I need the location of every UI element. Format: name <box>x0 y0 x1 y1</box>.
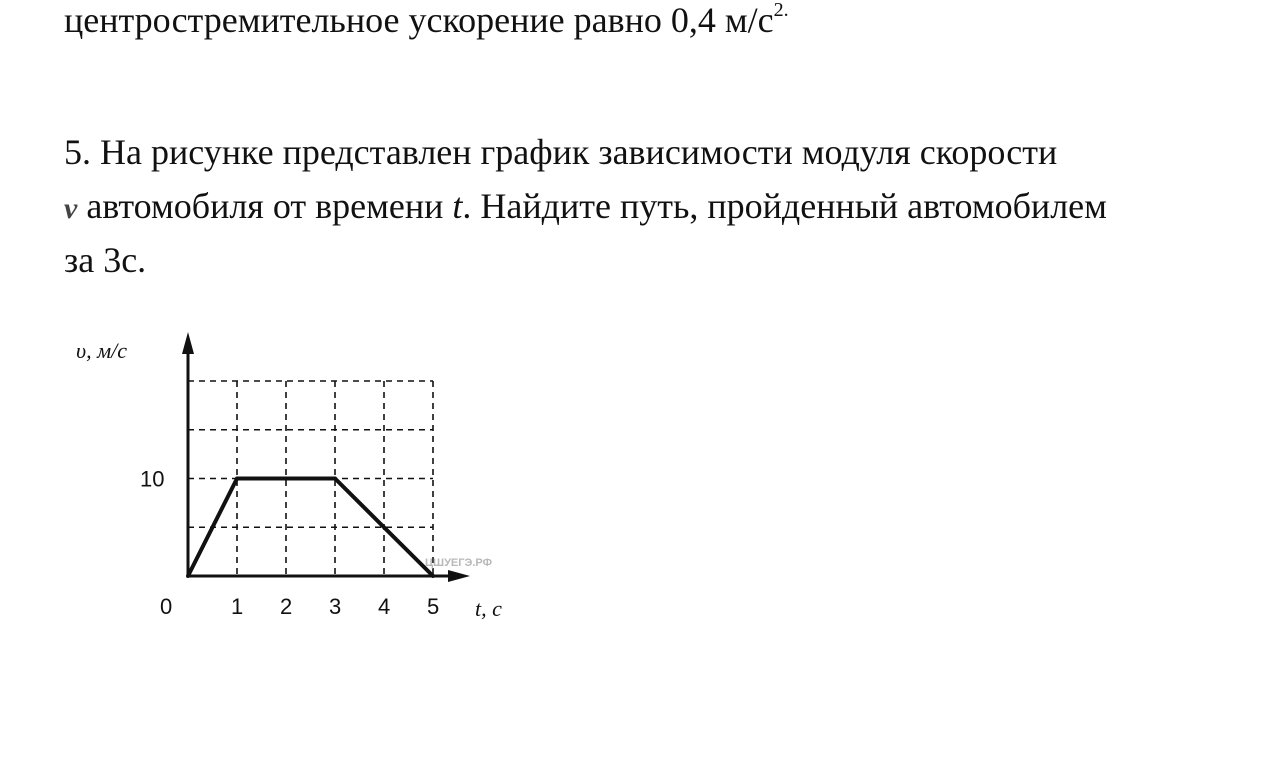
y-axis-label: υ, м/с <box>76 338 128 363</box>
velocity-time-graph <box>60 320 540 630</box>
problem-line-2 <box>64 188 1107 227</box>
y-axis-arrow <box>182 332 194 354</box>
x-axis-arrow <box>448 570 470 582</box>
data-point <box>235 477 239 481</box>
problem-line-2-part-b: . Найдите путь, пройденный автомобилем <box>462 186 1107 226</box>
previous-answer-text: центростремительное ускорение равно 0,4 м/с <box>64 0 774 40</box>
data-point <box>431 574 435 578</box>
time-symbol: t <box>452 186 463 226</box>
problem-line-1: 5. На рисунке представлен график зависимости модуля скорости <box>64 132 1058 172</box>
x-tick-labels <box>231 594 439 619</box>
x-tick-label: 4 <box>378 594 391 619</box>
velocity-symbol: v <box>64 192 78 225</box>
y-tick-label-10: 10 <box>140 466 165 492</box>
origin-label: 0 <box>160 594 173 619</box>
x-tick-label: 1 <box>231 594 244 619</box>
x-tick-label: 2 <box>280 594 293 619</box>
axes <box>182 332 470 582</box>
previous-answer-superscript: 2. <box>773 0 789 21</box>
previous-answer-line <box>64 2 789 38</box>
x-tick-label: 3 <box>329 594 342 619</box>
watermark: ЦШУЕГЭ.РФ <box>425 557 492 569</box>
data-point <box>333 477 337 481</box>
problem-line-3: за 3с. <box>64 240 147 280</box>
data-point <box>186 574 190 578</box>
x-axis-label: t, с <box>475 596 502 621</box>
x-tick-label: 5 <box>427 594 440 619</box>
problem-line-2-part-a: автомобиля от времени <box>77 186 453 226</box>
